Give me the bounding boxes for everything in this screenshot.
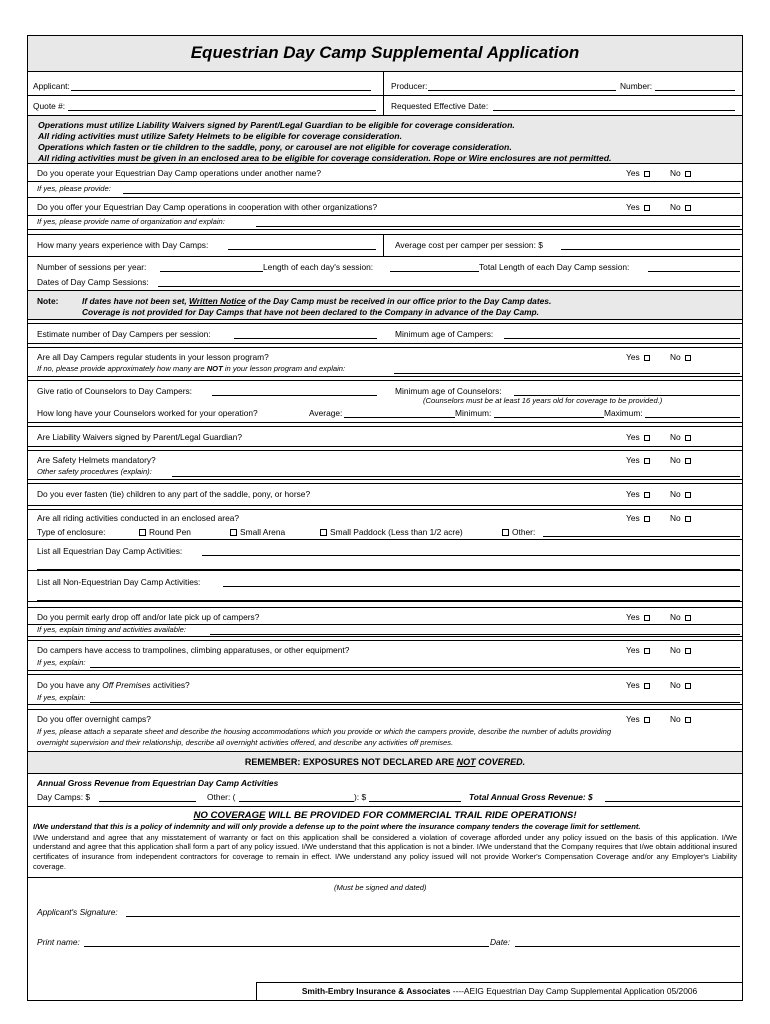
signature-block	[28, 878, 742, 955]
average-label: Average:	[309, 408, 343, 418]
yes-checkbox[interactable]: Yes	[626, 646, 650, 656]
indemnity-statement: I/We understand that this is a policy of indemnity and will only provide a defense up to the point where the insurance company tenders the coverage limit for settlement.	[33, 822, 641, 832]
day-camps-revenue-label: Day Camps: $	[37, 792, 91, 802]
question-waivers	[28, 427, 742, 447]
yes-checkbox[interactable]: Yes	[626, 433, 650, 443]
est-campers-input[interactable]	[234, 330, 377, 339]
date-input[interactable]	[515, 938, 740, 947]
legal-block	[28, 807, 742, 878]
est-campers-label: Estimate number of Day Campers per session:	[37, 329, 211, 339]
non-equestrian-activities	[28, 571, 742, 602]
other-revenue-input[interactable]	[369, 793, 461, 802]
equestrian-activities-input-2[interactable]	[37, 561, 740, 570]
avg-cost-label: Average cost per camper per session: $	[395, 240, 543, 250]
warning-line: Operations must utilize Liability Waivers signed by Parent/Legal Guardian to be eligible for coverage consideration.	[38, 120, 515, 130]
follow-up-label: If yes, please provide name of organization and explain:	[37, 217, 225, 226]
applicant-label: Applicant:	[33, 81, 70, 91]
session-dates-label: Dates of Day Camp Sessions:	[37, 277, 149, 287]
yes-checkbox[interactable]: Yes	[626, 514, 650, 524]
experience-row	[28, 235, 742, 257]
follow-up-input[interactable]	[90, 659, 740, 668]
note-line-1: If dates have not been set, Written Notice of the Day Camp must be received in our office prior to the Day Camp dates.	[82, 296, 552, 306]
no-checkbox[interactable]: No	[670, 681, 691, 691]
round-pen-checkbox[interactable]: Round Pen	[139, 528, 191, 538]
question-trampolines	[28, 641, 742, 671]
yes-checkbox[interactable]: Yes	[626, 490, 650, 500]
overnight-instructions-1: If yes, please attach a separate sheet and describe the housing accommodations which you provide or which the campers provide, describe the number of adults providing	[37, 727, 612, 736]
remember-banner: REMEMBER: EXPOSURES NOT DECLARED ARE NOT COVERED.	[28, 752, 742, 774]
equestrian-activities-label: List all Equestrian Day Camp Activities:	[37, 546, 183, 556]
no-checkbox[interactable]: No	[670, 203, 691, 213]
small-arena-checkbox[interactable]: Small Arena	[230, 528, 285, 538]
years-label: How many years experience with Day Camps:	[37, 240, 209, 250]
producer-label: Producer:	[391, 81, 428, 91]
campers-row	[28, 324, 742, 344]
sessions-row	[28, 257, 742, 291]
question-helmets	[28, 451, 742, 480]
warning-line: All riding activities must be given in an enclosed area to be eligible for coverage consideration. Rope or Wire enclosures are not permitted.	[38, 153, 612, 163]
yes-checkbox[interactable]: Yes	[626, 456, 650, 466]
follow-up-label: If yes, explain:	[37, 658, 86, 667]
sessions-number-input[interactable]	[160, 263, 263, 272]
effective-date-input[interactable]	[493, 102, 735, 111]
other-revenue-label: Other: (	[207, 792, 236, 802]
follow-up-label: If yes, explain:	[37, 693, 86, 702]
applicant-input[interactable]	[71, 82, 371, 91]
form-footer	[256, 982, 742, 1000]
no-checkbox[interactable]: No	[670, 646, 691, 656]
application-form	[27, 35, 743, 1001]
no-coverage-banner: NO COVERAGE WILL BE PROVIDED FOR COMMERCIAL TRAIL RIDE OPERATIONS!	[193, 810, 577, 821]
yes-checkbox[interactable]: Yes	[626, 715, 650, 725]
average-input[interactable]	[344, 409, 455, 418]
total-length-input[interactable]	[648, 263, 740, 272]
small-paddock-checkbox[interactable]: Small Paddock (Less than 1/2 acre)	[320, 528, 463, 538]
question-drop-off	[28, 608, 742, 637]
question-overnight	[28, 710, 742, 752]
question-off-premises	[28, 675, 742, 705]
yes-checkbox[interactable]: Yes	[626, 353, 650, 363]
question-text: Are all riding activities conducted in an enclosed area?	[37, 513, 240, 523]
question-text: Do you have any Off Premises activities?	[37, 680, 190, 690]
question-text: Do campers have access to trampolines, climbing apparatuses, or other equipment?	[37, 645, 350, 655]
no-checkbox[interactable]: No	[670, 715, 691, 725]
non-equestrian-activities-label: List all Non-Equestrian Day Camp Activities:	[37, 577, 201, 587]
min-age-counselors-label: Minimum age of Counselors:	[395, 386, 502, 396]
avg-cost-input[interactable]	[561, 241, 740, 250]
question-cooperation	[28, 198, 742, 230]
session-length-label: Length of each day's session:	[263, 262, 374, 272]
question-text: Are Liability Waivers signed by Parent/Legal Guardian?	[37, 432, 242, 442]
print-name-label: Print name:	[37, 937, 80, 947]
must-sign-note: (Must be signed and dated)	[334, 883, 427, 892]
no-checkbox[interactable]: No	[670, 490, 691, 500]
follow-up-input[interactable]	[90, 694, 740, 703]
question-students	[28, 348, 742, 377]
number-label: Number:	[620, 81, 653, 91]
applicant-row	[28, 72, 742, 96]
no-checkbox[interactable]: No	[670, 169, 691, 179]
producer-input[interactable]	[428, 82, 616, 91]
no-checkbox[interactable]: No	[670, 613, 691, 623]
yes-checkbox[interactable]: Yes	[626, 613, 650, 623]
follow-up-input[interactable]	[210, 626, 740, 635]
maximum-input[interactable]	[645, 409, 740, 418]
enclosure-type-label: Type of enclosure:	[37, 527, 106, 537]
eligibility-warnings	[28, 116, 742, 164]
note-block	[28, 291, 742, 320]
note-line-2: Coverage is not provided for Day Camps that have not been declared to the Company in advance of the Day Camp.	[82, 307, 540, 317]
follow-up-label: If yes, please provide:	[37, 184, 111, 193]
question-text: Do you permit early drop off and/or late pick up of campers?	[37, 612, 260, 622]
follow-up-input[interactable]	[123, 185, 740, 194]
print-name-input[interactable]	[84, 938, 489, 947]
question-fasten	[28, 484, 742, 506]
how-long-label: How long have your Counselors worked for your operation?	[37, 408, 258, 418]
day-camps-revenue-input[interactable]	[99, 793, 196, 802]
footer-form-id: ----AEIG Equestrian Day Camp Supplemental Application 05/2006	[450, 986, 698, 996]
quote-row	[28, 96, 742, 116]
date-label: Date:	[490, 937, 511, 947]
question-enclosed	[28, 510, 742, 540]
equestrian-activities	[28, 540, 742, 571]
non-equestrian-activities-input-2[interactable]	[37, 592, 740, 601]
question-text: Do you operate your Equestrian Day Camp operations under another name?	[37, 168, 321, 178]
years-input[interactable]	[228, 241, 376, 250]
total-length-label: Total Length of each Day Camp session:	[479, 262, 630, 272]
counselors-block	[28, 381, 742, 423]
warning-line: All riding activities must utilize Safety Helmets to be eligible for coverage consideration.	[38, 131, 403, 141]
min-age-campers-label: Minimum age of Campers:	[395, 329, 494, 339]
form-title: Equestrian Day Camp Supplemental Application	[28, 36, 742, 72]
counselor-age-note: (Counselors must be at least 16 years old for coverage to be provided.)	[423, 396, 663, 405]
question-text: Are all Day Campers regular students in your lesson program?	[37, 352, 269, 362]
maximum-label: Maximum:	[604, 408, 643, 418]
sessions-number-label: Number of sessions per year:	[37, 262, 147, 272]
total-revenue-input[interactable]	[605, 793, 740, 802]
revenue-heading: Annual Gross Revenue from Equestrian Day Camp Activities	[37, 778, 279, 788]
question-text: Are Safety Helmets mandatory?	[37, 455, 156, 465]
other-enclosure-input[interactable]	[543, 528, 740, 537]
follow-up-label: Other safety procedures (explain):	[37, 467, 152, 476]
minimum-input[interactable]	[494, 409, 604, 418]
other-revenue-close: ): $	[354, 792, 367, 802]
non-equestrian-activities-input[interactable]	[223, 578, 740, 587]
equestrian-activities-input[interactable]	[202, 547, 740, 556]
follow-up-label: If yes, explain timing and activities available:	[37, 625, 186, 634]
other-enclosure-checkbox[interactable]: Other:	[502, 528, 535, 538]
ratio-label: Give ratio of Counselors to Day Campers:	[37, 386, 192, 396]
revenue-block	[28, 774, 742, 807]
yes-checkbox[interactable]: Yes	[626, 203, 650, 213]
min-age-campers-input[interactable]	[504, 330, 740, 339]
question-text: Do you offer your Equestrian Day Camp operations in cooperation with other organizations?	[37, 202, 378, 212]
yes-checkbox[interactable]: Yes	[626, 681, 650, 691]
follow-up-input[interactable]	[394, 365, 740, 374]
question-other-name	[28, 164, 742, 198]
quote-input[interactable]	[68, 102, 376, 111]
note-label: Note:	[37, 296, 59, 306]
question-text: Do you ever fasten (tie) children to any part of the saddle, pony, or horse?	[37, 489, 311, 499]
no-checkbox[interactable]: No	[670, 433, 691, 443]
question-text: Do you offer overnight camps?	[37, 714, 151, 724]
effective-date-label: Requested Effective Date:	[391, 101, 489, 111]
session-dates-input[interactable]	[158, 278, 740, 287]
number-input[interactable]	[655, 82, 735, 91]
footer-company: Smith-Embry Insurance & Associates	[301, 986, 451, 996]
minimum-label: Minimum:	[455, 408, 492, 418]
signature-label: Applicant's Signature:	[37, 907, 118, 917]
session-length-input[interactable]	[390, 263, 479, 272]
warning-line: Operations which fasten or tie children to the saddle, pony, or carousel are not eligible for coverage consideration.	[38, 142, 512, 152]
quote-label: Quote #:	[33, 101, 66, 111]
ratio-input[interactable]	[212, 387, 377, 396]
no-checkbox[interactable]: No	[670, 353, 691, 363]
overnight-instructions-2: overnight supervision and their relationship, describe all overnight activities offered, and describe any activities off premises.	[37, 738, 454, 747]
follow-up-input[interactable]	[256, 218, 740, 227]
other-revenue-name-input[interactable]	[239, 793, 354, 802]
min-age-counselors-input[interactable]	[514, 387, 740, 396]
legal-statement: I/We understand and agree that any misstatement of warranty or fact on this application shall be considered a violation of coverage afforded under any policy issued on the basis of this application. I/We understand and agree that this application shall form a part of any policy issued. I/We understand that this application is not a binder. I/We understand that the Company requires that I/we obtain additional insured certificates of insurance from independent contractors for coverage to remain in effect. I/We understand any policy issued will not provide Worker's Compensation Coverage and/or any Employer's Liability coverage.	[33, 832, 737, 871]
signature-input[interactable]	[126, 908, 740, 917]
no-checkbox[interactable]: No	[670, 456, 691, 466]
yes-checkbox[interactable]: Yes	[626, 169, 650, 179]
total-revenue-label: Total Annual Gross Revenue: $	[469, 792, 593, 802]
follow-up-input[interactable]	[172, 468, 740, 477]
follow-up-label: If no, please provide approximately how many are NOT in your lesson program and explain:	[37, 364, 346, 373]
no-checkbox[interactable]: No	[670, 514, 691, 524]
